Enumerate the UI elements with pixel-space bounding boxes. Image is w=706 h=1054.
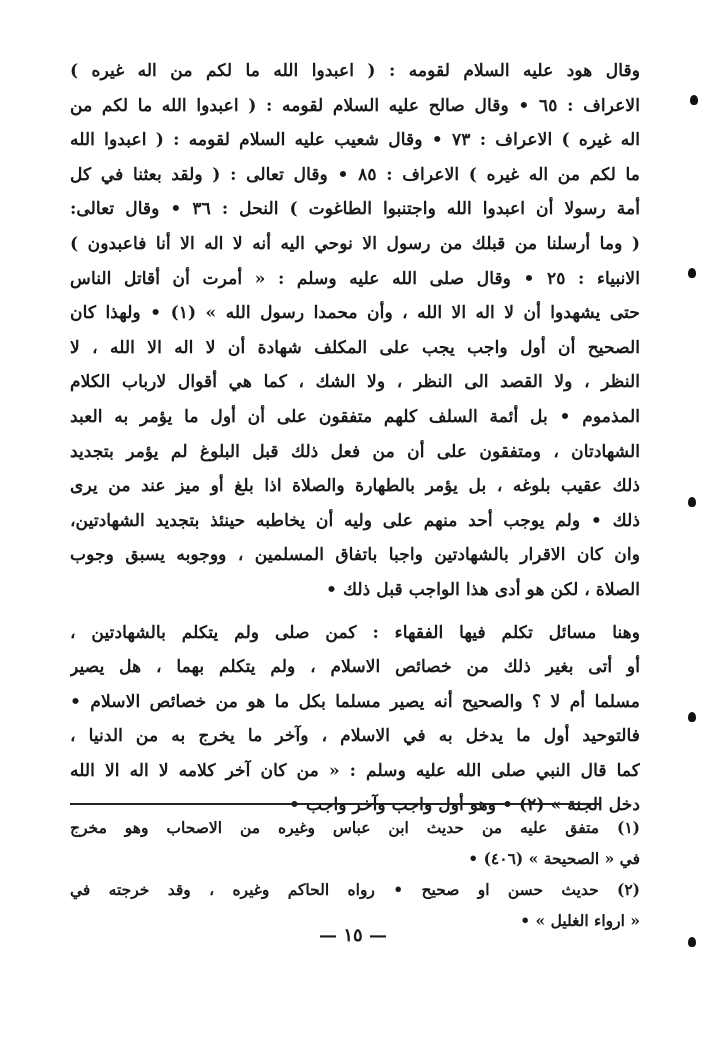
text-line: الانبياء : ٢٥ • وقال صلى الله عليه وسلم : « أمرت أن أقاتل الناس (70, 268, 640, 289)
text-line: فالتوحيد أول ما يدخل به في الاسلام ، وآخر ما يخرج به من الدنيا ، (70, 726, 640, 747)
text-line: وهنا مسائل تكلم فيها الفقهاء : كمن صلى ولم يتكلم بالشهادتين ، (70, 622, 640, 643)
binding-hole-mark (688, 268, 696, 278)
text-line: كما قال النبي صلى الله عليه وسلم : « من كان آخر كلامه لا اله الا الله (70, 760, 640, 781)
text-line: ( وما أرسلنا من قبلك من رسول الا نوحي اليه أنه لا اله الا أنا فاعبدون ) (70, 233, 640, 254)
main-text (70, 54, 640, 823)
text-line: أو أتى بغير ذلك من خصائص الاسلام ، ولم يتكلم بهما ، هل يصير (70, 657, 640, 678)
binding-hole-mark (688, 497, 696, 507)
binding-hole-mark (688, 712, 696, 722)
footnote-divider (70, 803, 600, 805)
text-line: دخل الجنة » (٢) • وهو أول واجب وآخر واجب • (288, 795, 640, 816)
binding-hole-mark (690, 95, 698, 105)
text-line: أمة رسولا أن اعبدوا الله واجتنبوا الطاغوت ) النحل : ٣٦ • وقال تعالى: (70, 199, 640, 220)
footnote-line: في « الصحيحة » (٤٠٦) • (468, 849, 640, 868)
footnote-line: (٢) حديث حسن او صحيح • رواه الحاكم وغيره ، وقد خرجته في (70, 880, 640, 899)
page-number: — ١٥ — (319, 925, 387, 946)
text-line: الشهادتان ، ومتفقون على أن من فعل ذلك قبل البلوغ لم يؤمر بتجديد (70, 441, 640, 462)
text-line: الاعراف : ٦٥ • وقال صالح عليه السلام لقومه : ( اعبدوا الله ما لكم من (70, 95, 640, 116)
text-line: الصلاة ، لكن هو أدى هذا الواجب قبل ذلك • (325, 579, 640, 600)
text-line: المذموم • بل أئمة السلف كلهم متفقون على أن أول ما يؤمر به العبد (70, 406, 640, 427)
text-line: حتى يشهدوا أن لا اله الا الله ، وأن محمدا رسول الله » (١) • ولهذا كان (70, 303, 640, 324)
footnotes (70, 812, 640, 936)
text-line: اله غيره ) الاعراف : ٧٣ • وقال شعيب عليه السلام لقومه : ( اعبدوا الله (70, 130, 640, 151)
footnote-line: (١) متفق عليه من حديث ابن عباس وغيره من الاصحاب وهو مخرج (70, 818, 640, 837)
footnote-line: « ارواء الغليل » • (520, 911, 640, 930)
text-line: ما لكم من اله غيره ) الاعراف : ٨٥ • وقال تعالى : ( ولقد بعثنا في كل (70, 164, 640, 185)
text-line: النظر ، ولا القصد الى النظر ، ولا الشك ، كما هي أقوال لارباب الكلام (70, 372, 640, 393)
text-line: الصحيح أن أول واجب يجب على المكلف شهادة أن لا اله الا الله ، لا (70, 337, 640, 358)
text-line: مسلما أم لا ؟ والصحيح أنه يصير مسلما بكل ما هو من خصائص الاسلام • (70, 691, 640, 712)
text-line: ذلك • ولم يوجب أحد منهم على وليه أن يخاطبه حينئذ بتجديد الشهادتين، (70, 510, 640, 531)
text-line: وقال هود عليه السلام لقومه : ( اعبدوا الله ما لكم من اله غيره ) (70, 61, 640, 81)
binding-hole-mark (688, 937, 696, 947)
text-line: ذلك عقيب بلوغه ، بل يؤمر بالطهارة والصلاة اذا بلغ أو ميز عند من يرى (70, 476, 640, 497)
text-line: وان كان الاقرار بالشهادتين واجبا باتفاق المسلمين ، ووجوبه يسبق وجوب (70, 545, 640, 566)
